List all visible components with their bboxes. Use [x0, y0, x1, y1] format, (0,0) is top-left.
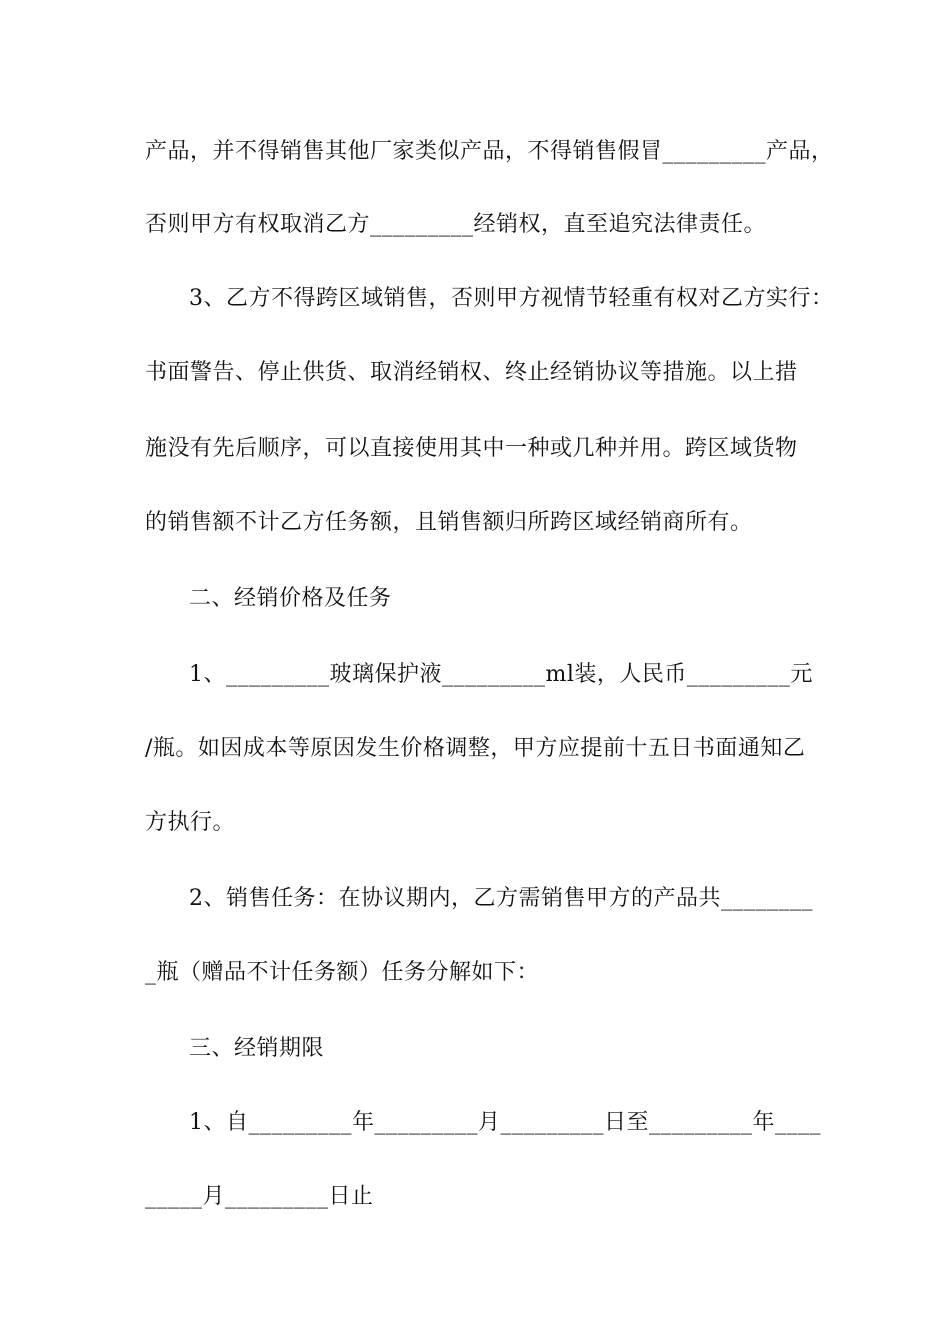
text-line: 1、自_________年_________月_________日至_________年____ [189, 1110, 821, 1135]
text-line: _瓶（赠品不计任务额）任务分解如下： [145, 960, 540, 985]
section-heading: 三、经销期限 [189, 1036, 325, 1061]
text-line: 产品，并不得销售其他厂家类似产品，不得销售假冒_________产品， [145, 139, 834, 164]
text-line: 3、乙方不得跨区域销售，否则甲方视情节轻重有权对乙方实行： [189, 286, 834, 311]
text-line: 2、销售任务：在协议期内，乙方需销售甲方的产品共________ [189, 886, 813, 911]
text-line: 方执行。 [145, 810, 236, 835]
text-line: /瓶。如因成本等原因发生价格调整，甲方应提前十五日书面通知乙 [145, 736, 806, 761]
section-heading: 二、经销价格及任务 [189, 586, 392, 611]
text-line: 施没有先后顺序，可以直接使用其中一种或几种并用。跨区域货物 [145, 436, 798, 461]
text-line: 书面警告、停止供货、取消经销权、终止经销协议等措施。以上措 [145, 360, 798, 385]
text-line: 的销售额不计乙方任务额，且销售额归所跨区域经销商所有。 [145, 510, 753, 535]
text-line: 否则甲方有权取消乙方_________经销权，直至追究法律责任。 [145, 212, 767, 237]
text-line: 1、_________玻璃保护液_________ml装，人民币_________元 [189, 662, 813, 687]
text-line: _____月_________日止 [145, 1184, 374, 1209]
